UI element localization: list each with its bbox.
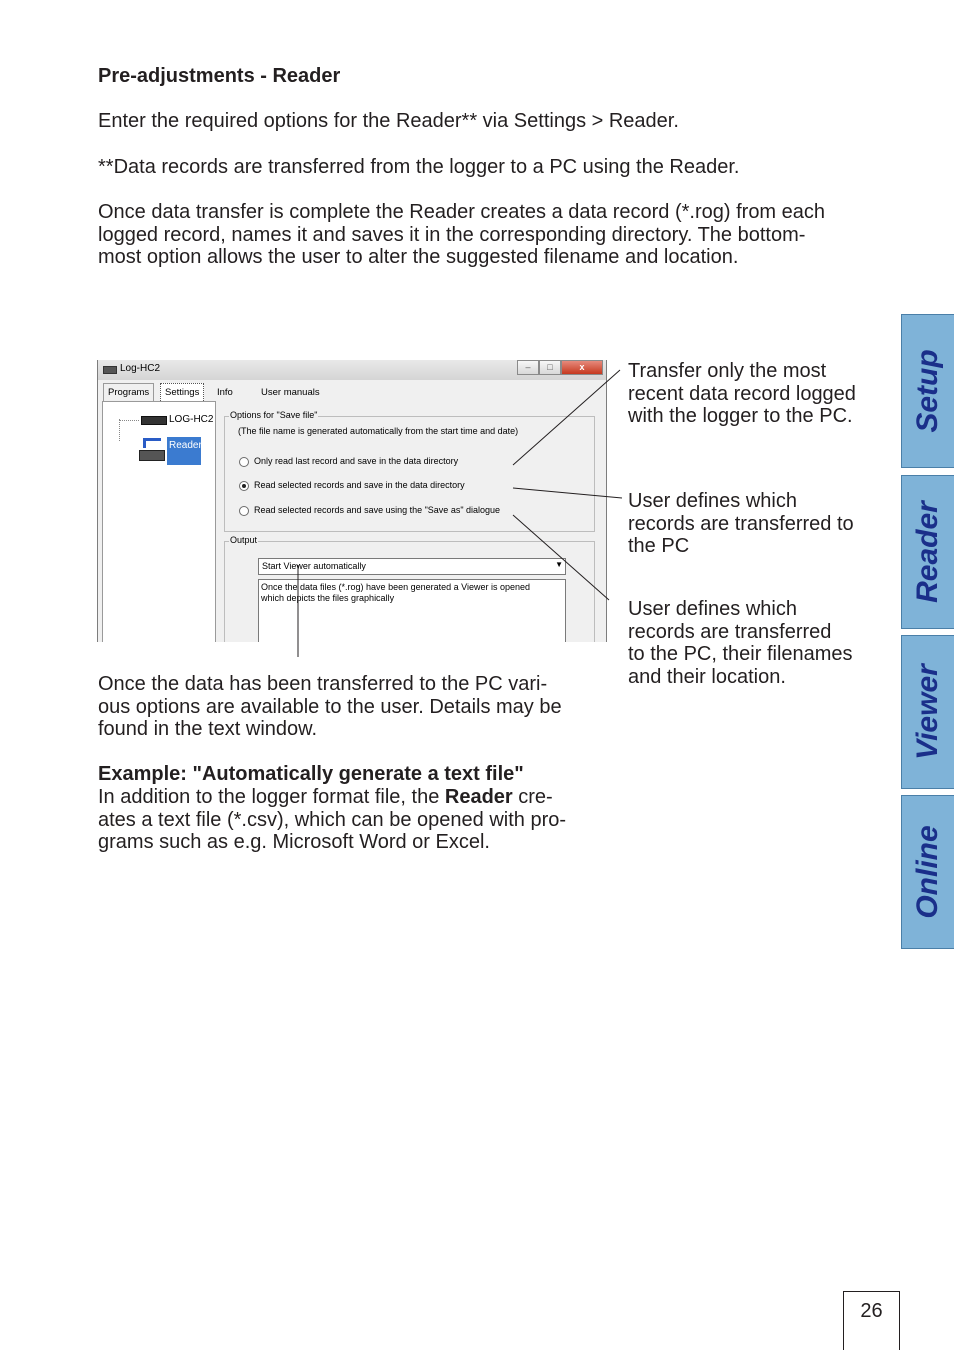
sidetab-label: Online <box>911 825 944 919</box>
tree-item-device[interactable]: LOG-HC2 <box>169 414 214 425</box>
sidetab-viewer[interactable] <box>901 635 954 789</box>
minimize-icon[interactable]: – <box>517 360 539 375</box>
callout-line: records are transferred <box>628 620 832 643</box>
tree-item-reader[interactable]: Reader <box>167 437 201 465</box>
callout-last-record <box>628 360 856 428</box>
paragraph-line: found in the text window. <box>98 718 318 740</box>
example-text: In addition to the logger format file, the <box>98 786 445 808</box>
radio-last-record-label: Only read last record and save in the data directory <box>254 456 459 466</box>
tab-settings[interactable]: Settings <box>160 383 204 401</box>
sidetab-label: Reader <box>911 501 944 603</box>
options-note: (The file name is generated automatically from the start time and date) <box>238 426 519 436</box>
callout-line: the PC <box>628 535 690 557</box>
callout-line: User defines which <box>628 598 797 620</box>
tab-info[interactable]: Info <box>212 383 238 401</box>
window-title: Log-HC2 <box>120 363 161 374</box>
callout-save-as <box>628 598 853 688</box>
example-heading: Example: "Automatically generate a text file" <box>98 763 524 785</box>
output-description-line: Once the data files (*.rog) have been generated a Viewer is opened <box>261 582 531 592</box>
after-transfer-paragraph <box>98 673 608 741</box>
paragraph-line: Once data transfer is complete the Reader creates a data record (*.rog) from each <box>98 201 826 223</box>
callout-line: and their location. <box>628 665 786 688</box>
callout-line: User defines which <box>628 490 797 512</box>
sidetab-label: Setup <box>911 349 944 433</box>
tab-programs[interactable]: Programs <box>103 383 154 401</box>
sidetab-label: Viewer <box>911 664 944 760</box>
intro-paragraph: Enter the required options for the Reader** via Settings > Reader. <box>98 110 679 132</box>
paragraph-line: ates a text file (*.csv), which can be opened with pro- <box>98 808 567 831</box>
page-number: 26 <box>843 1291 900 1350</box>
callout-line-3 <box>513 515 609 600</box>
callout-line: Transfer only the most <box>628 360 827 382</box>
example-paragraph <box>98 786 608 854</box>
paragraph-line: most option allows the user to alter the suggested filename and location. <box>98 246 739 268</box>
close-icon[interactable]: x <box>561 360 603 375</box>
callout-line-1 <box>513 370 620 465</box>
callout-selected-records <box>628 490 854 558</box>
output-group-label: Output <box>230 535 258 545</box>
note-paragraph: **Data records are transferred from the logger to a PC using the Reader. <box>98 156 740 178</box>
paragraph-line: grams such as e.g. Microsoft Word or Excel. <box>98 831 490 853</box>
callout-line: records are transferred to <box>628 512 854 535</box>
callout-line: recent data record logged <box>628 382 856 405</box>
paragraph-line <box>98 786 608 809</box>
callout-line-2 <box>513 488 622 498</box>
paragraph-line: Once the data has been transferred to the PC vari- <box>98 673 548 695</box>
options-group-label: Options for "Save file" <box>230 410 318 420</box>
sidetab-reader[interactable] <box>901 475 954 629</box>
output-select-value: Start Viewer automatically <box>262 561 366 571</box>
radio-selected-records-label: Read selected records and save in the data directory <box>254 480 465 490</box>
callout-line: with the logger to the PC. <box>628 405 853 427</box>
sidetab-online[interactable] <box>901 795 954 949</box>
callout-line: to the PC, their filenames <box>628 643 853 665</box>
sidetab-setup[interactable] <box>901 314 954 468</box>
radio-save-as-label: Read selected records and save using the "Save as" dialogue <box>254 505 501 515</box>
paragraph-line: logged record, names it and saves it in the corresponding directory. The bottom- <box>98 223 806 246</box>
paragraph-line: ous options are available to the user. Details may be <box>98 695 562 718</box>
chevron-down-icon: ▼ <box>555 560 563 569</box>
example-text: cre- <box>512 786 553 808</box>
page-heading: Pre-adjustments - Reader <box>98 65 341 87</box>
example-bold-reader: Reader <box>444 786 513 808</box>
maximize-icon[interactable]: □ <box>539 360 561 375</box>
tab-user-manuals[interactable]: User manuals <box>256 383 325 401</box>
output-description-line: which depicts the files graphically <box>261 593 395 603</box>
